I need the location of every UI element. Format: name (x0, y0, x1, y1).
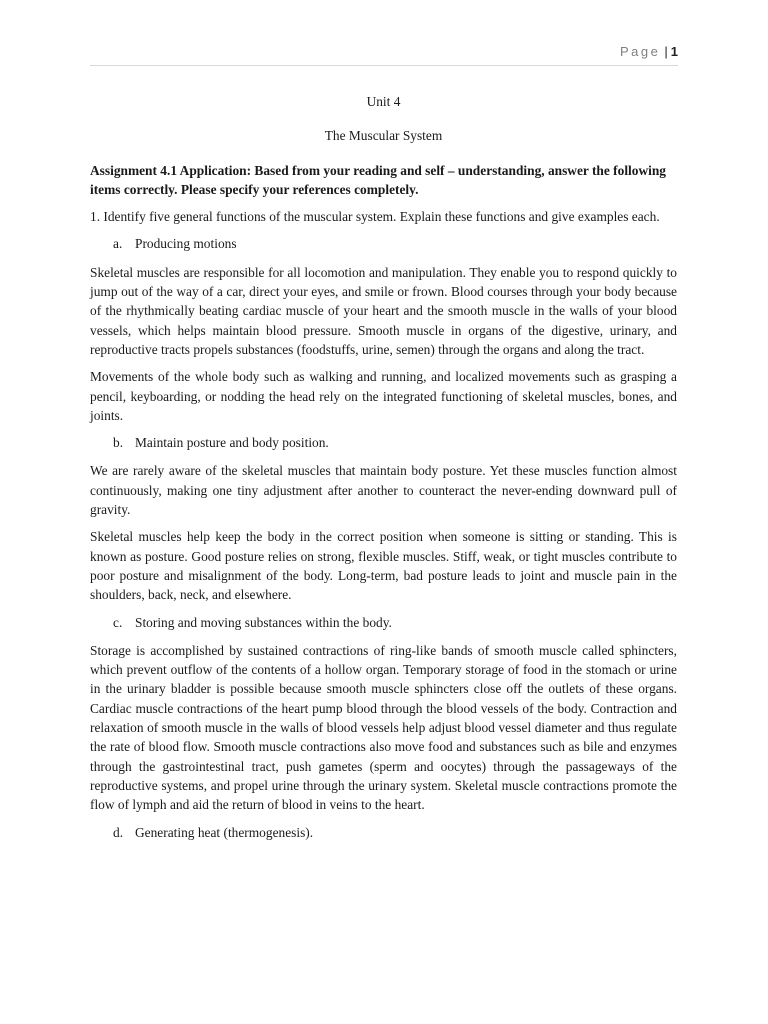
subject-title: The Muscular System (324, 128, 443, 144)
page-separator: | (664, 44, 668, 59)
header-rule (90, 65, 678, 66)
document-body (90, 92, 677, 851)
section-heading-text: Maintain posture and body position. (135, 435, 329, 451)
section-heading (90, 823, 677, 842)
list-marker: b. (113, 435, 124, 451)
section-c (90, 613, 677, 815)
section-heading-text: Producing motions (135, 236, 237, 252)
page-header (90, 44, 678, 64)
paragraph: Skeletal muscles help keep the body in the correct position when someone is sitting or standing. This is known as posture. Good posture relies on strong, flexible muscles. Stiff, weak, or tight muscles contribute to poor posture and misalignment of the body. Long-term, bad posture leads to joint and muscle pain in the shoulders, back, neck, and elsewhere. (90, 529, 677, 603)
section-heading-text: Generating heat (thermogenesis). (135, 824, 314, 840)
page-label: Page (620, 44, 661, 59)
section-d (90, 823, 677, 842)
page-number: 1 (670, 44, 678, 59)
unit-title: Unit 4 (366, 94, 401, 109)
paragraph: Movements of the whole body such as walking and running, and localized movements such as grasping a pencil, keyboarding, or nodding the head rely on the integrated functioning of skeletal muscles, bones, and joints. (90, 369, 677, 423)
paragraph: Skeletal muscles are responsible for all locomotion and manipulation. They enable you to respond quickly to jump out of the way of a car, direct your eyes, and smile or frown. Blood courses through your body because of the rhythmically beating cardiac muscle of your heart and the smooth muscle in the walls of your blood vessels, which helps maintain blood pressure. Smooth muscle in organs of the digestive, urinary, and reproductive tracts propels substances (foodstuffs, urine, semen) through the organs and along the tract. (90, 264, 677, 357)
section-heading (90, 433, 677, 452)
section-b (90, 433, 677, 604)
assignment-instructions: Assignment 4.1 Application: Based from your reading and self – understanding, answer the following items correctly. Please specify your references completely. (90, 162, 666, 197)
list-marker: d. (113, 824, 124, 840)
list-marker: c. (113, 614, 123, 630)
paragraph: Storage is accomplished by sustained contractions of ring-like bands of smooth muscle called sphincters, which prevent outflow of the contents of a hollow organ. Temporary storage of food in the stomach or urine in the urinary bladder is possible because smooth muscle sphincters close off the outlets of these organs. Cardiac muscle contractions of the heart pump blood through the blood vessels of the body. Contraction and relaxation of smooth muscle in the walls of blood vessels help adjust blood vessel diameter and thus regulate the rate of blood flow. Smooth muscle contractions also move food and substances such as bile and enzymes through the gastrointestinal tract, push gametes (sperm and oocytes) through the passageways of the reproductive systems, and propel urine through the urinary system. Skeletal muscle contractions promote the flow of lymph and aid the return of blood in veins to the heart. (90, 642, 677, 813)
list-marker: a. (113, 236, 123, 252)
paragraph: We are rarely aware of the skeletal muscles that maintain body posture. Yet these muscles function almost continuously, making one tiny adjustment after another to counteract the never-ending downward pull of gravity. (90, 463, 677, 518)
section-a (90, 234, 677, 425)
section-heading (90, 234, 677, 253)
section-heading (90, 613, 677, 632)
section-heading-text: Storing and moving substances within the body. (135, 614, 392, 630)
question-text: 1. Identify five general functions of the muscular system. Explain these functions and give examples each. (90, 209, 660, 225)
